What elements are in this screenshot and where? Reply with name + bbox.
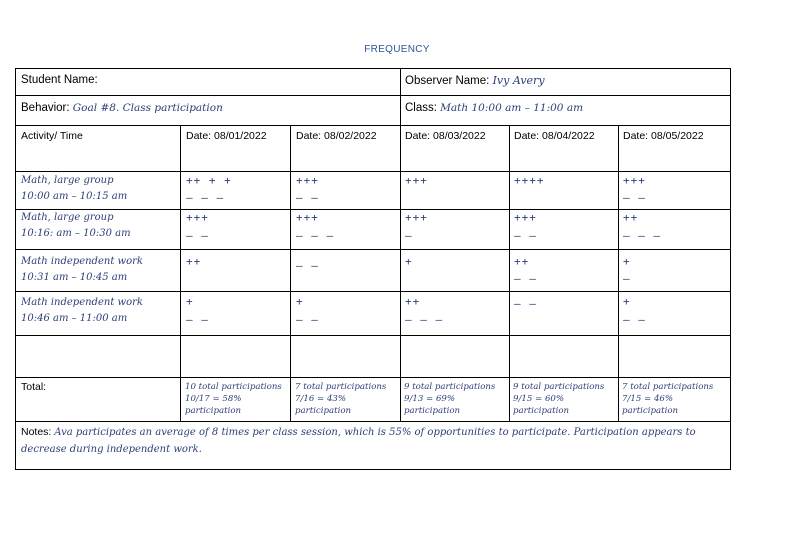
row-divider <box>16 171 730 172</box>
plus-marks: ++ <box>186 255 202 268</box>
plus-marks: ++ <box>623 211 639 224</box>
behavior-field <box>21 102 223 114</box>
plus-marks: +++ <box>296 211 319 224</box>
observer-name-field <box>405 74 545 87</box>
minus-marks: – – <box>514 297 537 310</box>
plus-marks: ++++ <box>514 174 545 187</box>
plus-marks: +++ <box>405 174 428 187</box>
total-cell <box>622 381 713 417</box>
plus-marks: +++ <box>623 174 646 187</box>
total-caption: participation <box>404 406 461 416</box>
plus-marks: + <box>186 295 194 308</box>
total-cell <box>513 381 604 417</box>
total-ratio: 7/16 = 43% <box>295 394 347 404</box>
minus-marks: – – <box>296 191 319 204</box>
row-divider <box>16 95 730 96</box>
page-title: FREQUENCY <box>364 44 430 55</box>
total-count: 9 total participations <box>513 382 605 392</box>
column-divider <box>180 125 181 421</box>
class-field <box>405 102 583 114</box>
activity-time-header: Activity/ Time <box>21 130 83 142</box>
total-count: 9 total participations <box>404 382 496 392</box>
total-caption: participation <box>513 406 570 416</box>
total-caption: participation <box>185 406 242 416</box>
minus-marks: – – <box>623 313 646 326</box>
activity-name: Math, large group <box>21 175 114 186</box>
minus-marks: – – – <box>405 313 444 326</box>
plus-marks: ++ <box>405 295 421 308</box>
plus-marks: + <box>623 295 631 308</box>
frequency-table <box>15 68 731 470</box>
row-divider <box>16 291 730 292</box>
date-header: Date: 08/01/2022 <box>186 130 267 142</box>
notes-text: Ava participates an average of 8 times per class session, which is 55% of opportunities to participate. Participation appears to decrease during independent work. <box>21 427 696 455</box>
row-divider <box>16 249 730 250</box>
plus-marks: +++ <box>405 211 428 224</box>
row-divider <box>16 335 730 336</box>
column-divider <box>400 125 401 421</box>
row-divider <box>16 377 730 378</box>
minus-marks: – <box>405 229 413 242</box>
minus-marks: – – <box>514 272 537 285</box>
total-label: Total: <box>21 381 47 393</box>
class-value: Math 10:00 am – 11:00 am <box>440 102 584 114</box>
plus-marks: ++ <box>514 255 530 268</box>
date-header: Date: 08/03/2022 <box>405 130 486 142</box>
minus-marks: – – – <box>296 229 335 242</box>
activity-time: 10:46 am – 11:00 am <box>21 313 128 324</box>
plus-marks: + <box>623 255 631 268</box>
row-divider <box>16 125 730 126</box>
minus-marks: – – <box>186 313 209 326</box>
minus-marks: – – <box>623 191 646 204</box>
activity-name: Math independent work <box>21 256 143 267</box>
minus-marks: – – <box>296 313 319 326</box>
behavior-value: Goal #8. Class participation <box>72 102 223 114</box>
minus-marks: – – <box>296 259 319 272</box>
observer-name-value: Ivy Avery <box>492 74 545 87</box>
total-caption: participation <box>295 406 352 416</box>
total-caption: participation <box>622 406 679 416</box>
minus-marks: – – <box>514 229 537 242</box>
behavior-label: Behavior: <box>21 102 70 114</box>
activity-time: 10:16: am – 10:30 am <box>21 228 131 239</box>
total-ratio: 10/17 = 58% <box>185 394 242 404</box>
row-divider <box>16 209 730 210</box>
notes <box>21 424 721 458</box>
plus-marks: + <box>405 255 413 268</box>
student-name-label: Student Name: <box>21 74 98 86</box>
minus-marks: – – – <box>623 229 662 242</box>
total-cell <box>404 381 495 417</box>
plus-marks: ++ + + <box>186 174 232 187</box>
class-label: Class: <box>405 102 437 114</box>
total-ratio: 9/15 = 60% <box>513 394 565 404</box>
total-cell <box>185 381 282 417</box>
total-ratio: 9/13 = 69% <box>404 394 456 404</box>
activity-time: 10:00 am – 10:15 am <box>21 191 128 202</box>
minus-marks: – – <box>186 229 209 242</box>
total-count: 10 total participations <box>185 382 282 392</box>
activity-name: Math, large group <box>21 212 114 223</box>
column-divider <box>618 125 619 421</box>
minus-marks: – <box>623 272 631 285</box>
notes-label: Notes: <box>21 426 52 438</box>
plus-marks: +++ <box>514 211 537 224</box>
row-divider <box>16 421 730 422</box>
activity-name: Math independent work <box>21 297 143 308</box>
column-divider <box>290 125 291 421</box>
date-header: Date: 08/02/2022 <box>296 130 377 142</box>
activity-time: 10:31 am – 10:45 am <box>21 272 128 283</box>
minus-marks: – – – <box>186 191 225 204</box>
total-ratio: 7/15 = 46% <box>622 394 674 404</box>
column-divider <box>509 125 510 421</box>
plus-marks: +++ <box>186 211 209 224</box>
plus-marks: + <box>296 295 304 308</box>
column-divider <box>400 69 401 125</box>
total-cell <box>295 381 386 417</box>
total-count: 7 total participations <box>622 382 714 392</box>
plus-marks: +++ <box>296 174 319 187</box>
date-header: Date: 08/04/2022 <box>514 130 595 142</box>
date-header: Date: 08/05/2022 <box>623 130 704 142</box>
observer-name-label: Observer Name: <box>405 75 490 87</box>
total-count: 7 total participations <box>295 382 387 392</box>
